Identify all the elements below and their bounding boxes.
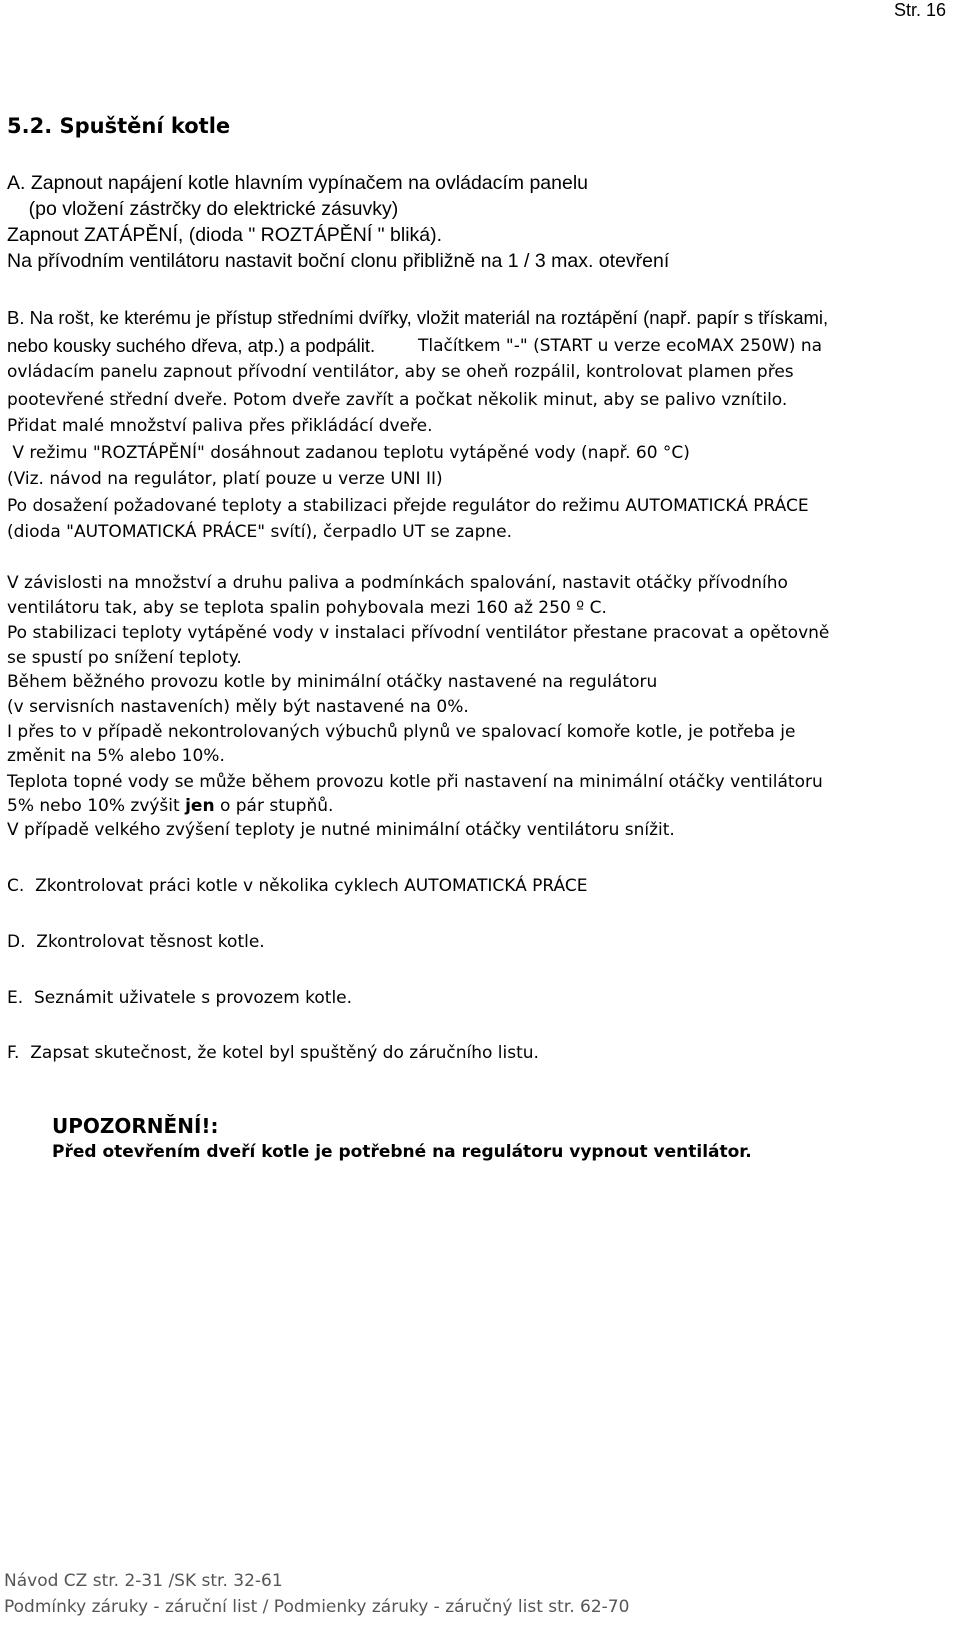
text-span: 5% nebo 10% zvýšit	[7, 796, 186, 816]
paragraph-line: V případě velkého zvýšení teploty je nutné minimální otáčky ventilátoru snížit.	[7, 820, 675, 840]
paragraph-line: se spustí po snížení teploty.	[7, 648, 242, 668]
paragraph-line: V závislosti na množství a druhu paliva a podmínkách spalování, nastavit otáčky přívodního	[7, 573, 788, 593]
item-c: C. Zkontrolovat práci kotle v několika cyklech AUTOMATICKÁ PRÁCE	[7, 876, 588, 896]
paragraph-line: změnit na 5% alebo 10%.	[7, 746, 225, 766]
paragraph-line: ventilátoru tak, aby se teplota spalin pohybovala mezi 160 až 250 º C.	[7, 598, 607, 618]
section-b-line: Po dosažení požadované teploty a stabilizaci přejde regulátor do režimu AUTOMATICKÁ PRÁCE	[7, 496, 809, 516]
text-span: o pár stupňů.	[214, 796, 334, 816]
footer-line: Podmínky záruky - záruční list / Podmienky záruky - záručný list str. 62-70	[4, 1597, 630, 1617]
item-f: F. Zapsat skutečnost, že kotel byl spuštěný do záručního listu.	[7, 1043, 539, 1063]
paragraph-line: Teplota topné vody se může během provozu kotle při nastavení na minimální otáčky ventilátoru	[7, 772, 823, 792]
paragraph-line-jen	[7, 796, 333, 816]
section-a-line: (po vložení zástrčky do elektrické zásuvky)	[7, 198, 399, 220]
item-d: D. Zkontrolovat těsnost kotle.	[7, 932, 265, 952]
section-a-line: Zapnout ZATÁPĚNÍ, (dioda " ROZTÁPĚNÍ " bliká).	[7, 224, 443, 246]
warning-title: UPOZORNĚNÍ!:	[52, 1114, 219, 1138]
page-number: Str. 16	[893, 0, 946, 20]
warning-text: Před otevřením dveří kotle je potřebné na regulátoru vypnout ventilátor.	[52, 1142, 752, 1162]
footer-line: Návod CZ str. 2-31 /SK str. 32-61	[4, 1571, 283, 1591]
section-a-line: A. Zapnout napájení kotle hlavním vypínačem na ovládacím panelu	[7, 172, 589, 194]
section-b-line: pootevřené střední dveře. Potom dveře zavřít a počkat několik minut, aby se palivo vznítilo.	[7, 390, 788, 410]
section-b-line: B. Na rošt, ke kterému je přístup středními dvířky, vložit materiál na roztápění (např. papír s třískami,	[7, 307, 829, 328]
paragraph-line: (v servisních nastaveních) měly být nastavené na 0%.	[7, 697, 469, 717]
paragraph-line: Po stabilizaci teploty vytápěné vody v instalaci přívodní ventilátor přestane pracovat a opětovně	[7, 623, 830, 643]
section-b-line: (Viz. návod na regulátor, platí pouze u verze UNI II)	[7, 469, 443, 489]
section-heading: 5.2. Spuštění kotle	[7, 114, 231, 138]
paragraph-line: I přes to v případě nekontrolovaných výbuchů plynů ve spalovací komoře kotle, je potřeba je	[7, 722, 796, 742]
section-b-line: V režimu "ROZTÁPĚNÍ" dosáhnout zadanou teplotu vytápěné vody (např. 60 °C)	[7, 443, 690, 463]
section-a-line: Na přívodním ventilátoru nastavit boční clonu přibližně na 1 / 3 max. otevření	[7, 250, 670, 272]
section-b-line: Tlačítkem "-" (START u verze ecoMAX 250W) na	[418, 336, 823, 356]
paragraph-line: Během běžného provozu kotle by minimální otáčky nastavené na regulátoru	[7, 672, 658, 692]
section-b-line: (dioda "AUTOMATICKÁ PRÁCE" svítí), čerpadlo UT se zapne.	[7, 522, 512, 542]
emphasis-jen: jen	[185, 796, 215, 816]
section-b-line: nebo kousky suchého dřeva, atp.) a podpálit.	[7, 335, 376, 356]
item-e: E. Seznámit uživatele s provozem kotle.	[7, 988, 353, 1008]
section-b-line: ovládacím panelu zapnout přívodní ventilátor, aby se oheň rozpálil, kontrolovat plamen přes	[7, 362, 794, 382]
section-b-line: Přidat malé množství paliva přes přikládácí dveře.	[7, 416, 433, 436]
